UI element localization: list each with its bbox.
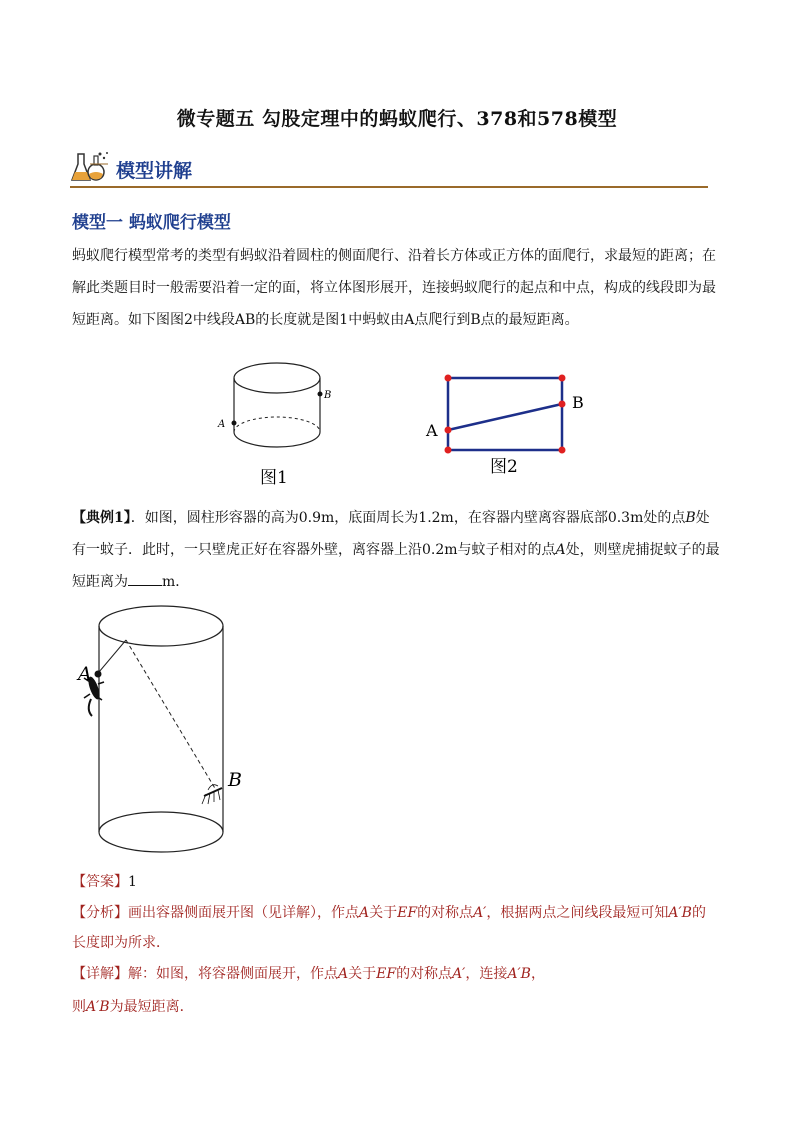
detail-line-2: 则A′B为最短距离． [72, 999, 194, 1015]
section-divider [70, 186, 708, 188]
fig2-corner-tl [445, 375, 452, 382]
fig2-corner-tr [559, 375, 566, 382]
path-to-rim [99, 640, 126, 672]
detail-line-1: 【详解】解：如图，将容器侧面展开，作点A关于EF的对称点A′，连接A′B， [72, 966, 545, 982]
mosquito-icon [202, 785, 222, 804]
example-tag: 【典例1】 [72, 510, 131, 526]
fig2-label-a: A [426, 421, 438, 440]
fig1-caption: 图1 [260, 468, 288, 488]
example-line-1: 【典例1】．如图，圆柱形容器的高为0.9m，底面周长为1.2m，在容器内壁离容器底部0.3m处的点B处 [72, 510, 710, 526]
figure-2-net [420, 368, 600, 478]
example-problem [72, 502, 724, 598]
analysis-line-2: 长度即为所求． [72, 935, 170, 951]
fig1-label-b: B [324, 390, 332, 401]
page-title: 微专题五 勾股定理中的蚂蚁爬行、378和578模型 [176, 108, 618, 130]
description-line-3: 短距离。如下图图2中线段AB的长度就是图1中蚂蚁由A点爬行到B点的最短距离。 [72, 312, 579, 328]
section-header [70, 148, 708, 188]
figure-1-cylinder [212, 350, 342, 490]
example-line-3: 短距离为 m． [72, 566, 724, 598]
fig1-label-a: A [218, 419, 226, 430]
answer-tag: 【答案】 [72, 874, 128, 890]
answer-line [72, 867, 724, 897]
analysis-line-1: 【分析】画出容器侧面展开图（见详解），作点A关于EF的对称点A′，根据两点之间线段最短可知A′B的 [72, 905, 706, 921]
fig2-corner-bl [445, 447, 452, 454]
fig3-label-b: B [228, 769, 242, 791]
fig2-label-b: B [572, 393, 584, 412]
example-line-2: 有一蚊子．此时，一只壁虎正好在容器外壁，离容器上沿0.2m与蚊子相对的点A处，则壁虎捕捉蚊子的最 [72, 542, 720, 558]
answer-value: 1 [128, 874, 137, 890]
fig2-point-a [445, 427, 452, 434]
fig1-point-b [318, 392, 323, 397]
section-label: 模型讲解 [116, 160, 193, 182]
fig2-corner-br [559, 447, 566, 454]
fig3-label-a: A [78, 663, 92, 685]
fig2-caption: 图2 [490, 457, 518, 477]
description-line-1: 蚂蚁爬行模型常考的类型有蚂蚁沿着圆柱的侧面爬行、沿着长方体或正方体的面爬行，求最短的距离；在 [72, 248, 716, 264]
fig1-point-a [232, 421, 237, 426]
analysis-tag: 【分析】 [72, 905, 128, 921]
detail-tag: 【详解】 [72, 966, 128, 982]
flask-icon [70, 150, 114, 186]
model-heading: 模型一 蚂蚁爬行模型 [72, 213, 231, 233]
model-description [72, 240, 724, 336]
fig2-point-b [559, 401, 566, 408]
inside-path [126, 640, 216, 790]
answer-blank [128, 571, 162, 586]
description-line-2: 解此类题目时一般需要沿着一定的面，将立体图形展开，连接蚂蚁爬行的起点和中点，构成的线段即为最 [72, 280, 716, 296]
figure-3-container [76, 600, 266, 862]
